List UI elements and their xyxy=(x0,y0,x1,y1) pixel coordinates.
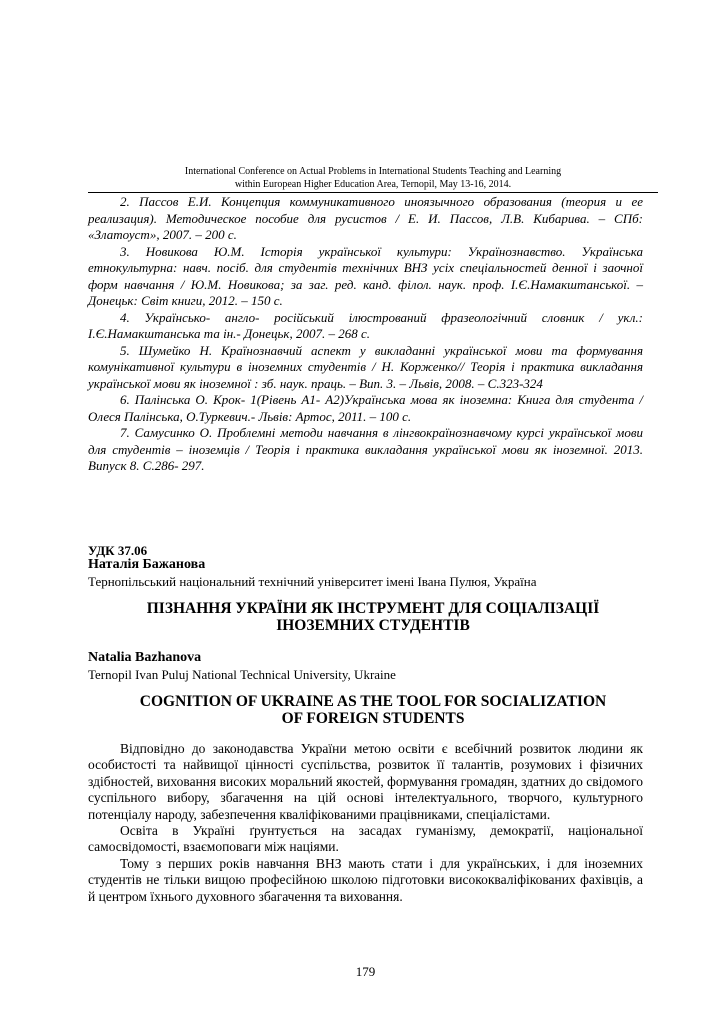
udc-code: УДК 37.06 xyxy=(88,543,148,558)
author-name-ua: Наталія Бажанова xyxy=(88,557,206,572)
article-title-en-line1: COGNITION OF UKRAINE AS THE TOOL FOR SOCIALIZATION xyxy=(139,693,607,710)
page-number: 179 xyxy=(355,964,376,979)
reference-list xyxy=(88,194,643,475)
article-title-en-line2: OF FOREIGN STUDENTS xyxy=(281,710,465,727)
article-body xyxy=(88,741,643,905)
affiliation-en: Ternopil Ivan Puluj National Technical University, Ukraine xyxy=(88,667,396,682)
conference-header xyxy=(88,166,658,191)
article-title-ua-line1: ПІЗНАННЯ УКРАЇНИ ЯК ІНСТРУМЕНТ ДЛЯ СОЦІАЛІЗАЦІЇ xyxy=(146,600,600,617)
article-title-ua-line2: ІНОЗЕМНИХ СТУДЕНТІВ xyxy=(276,617,470,634)
body-paragraph: Відповідно до законодавства України метою освіти є всебічний розвиток людини як особистості та найвищої цінності суспільства, розвиток її талантів, розумових і фізичних здібностей, виховання високих моральний якостей, формування громадян, здатних до свідомого суспільного вибору, збагачення на цій основі інтелектуального, творчого, культурного потенціалу народу, забезпечення кваліфікованими працівниками, спеціалістами. xyxy=(88,741,643,822)
author-name-en: Natalia Bazhanova xyxy=(88,650,202,665)
article-title-ua xyxy=(88,600,658,634)
article-title-en xyxy=(88,693,658,727)
affiliation-ua: Тернопільський національний технічний університет імені Івана Пулюя, Україна xyxy=(88,574,537,589)
reference-item: 6. Палінська О. Крок- 1(Рівень А1- А2)Українська мова як іноземна: Книга для студента / Олеся Палінська, О.Туркевич.- Львів: Артос, 2011. – 100 с. xyxy=(88,392,643,424)
body-paragraph: Тому з перших років навчання ВНЗ мають стати і для українських, і для іноземних студентів не тільки вищою професійною школою підготовки висококваліфікованих фахівців, а й центром їхнього духовного збагачення та виховання. xyxy=(88,855,643,904)
reference-item: 5. Шумейко Н. Країнознавчий аспект у викладанні української мови та формування комунікативної культури в іноземних студентів / Н. Корженко// Теорія і практика викладання української мови як іноземної : зб. наук. праць. – Вип. 3. – Львів, 2008. – С.323-324 xyxy=(88,342,643,391)
header-divider xyxy=(88,192,658,193)
body-paragraph: Освіта в Україні ґрунтується на засадах гуманізму, демократії, національної самосвідомості, взаємоповаги між націями. xyxy=(88,823,643,855)
reference-item: 2. Пассов Е.И. Концепция коммуникативного иноязычного образования (теория и ее реализация). Методическое пособие для русистов / Е. И. Пассов, Л.В. Кибарива. – СПб: «Златоуст», 2007. – 200 с. xyxy=(88,194,643,242)
conference-header-line1: International Conference on Actual Problems in International Students Teaching and Learning xyxy=(184,166,562,177)
reference-item: 4. Українсько- англо- російський ілюстрований фразеологічний словник / укл.: І.Є.Намакштанська та ін.- Донецьк, 2007. – 268 с. xyxy=(88,309,643,341)
conference-header-line2: within European Higher Education Area, Ternopil, May 13-16, 2014. xyxy=(234,178,512,190)
reference-item: 3. Новикова Ю.М. Історія української культури: Українознавство. Українська етнокультурна: навч. посіб. для студентів технічних ВНЗ усіх спеціальностей денної і заочної форм навчання / Ю.М. Новикова; за заг. ред. канд. філол. наук. проф. І.Є.Намакштанської. – Донецьк: Світ книги, 2012. – 150 с. xyxy=(88,243,643,308)
reference-item: 7. Самусинко О. Проблемні методи навчання в лінгвокраїнознавчому курсі української мови для студентів – іноземців / Теорія і практика викладання української мови як іноземної. 2013. Випуск 8. С.286- 297. xyxy=(88,425,643,473)
